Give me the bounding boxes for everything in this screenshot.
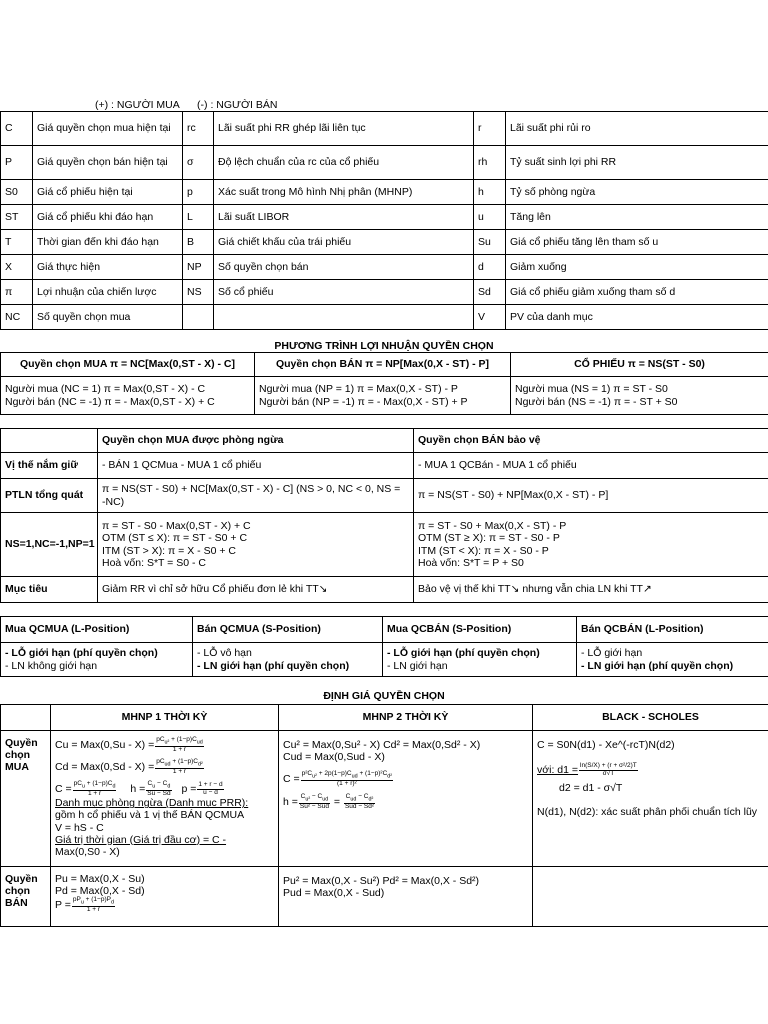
call-profit-cell [1, 377, 255, 415]
symbol-cell: C [1, 112, 33, 146]
symbol-desc: Giá cổ phiếu hiện tại [33, 180, 183, 205]
symbol-row [1, 230, 768, 255]
hedge-row-label: Vị thế nắm giữ [1, 453, 98, 479]
pricing-table [0, 704, 768, 927]
hedge-portfolio-label: Danh mục phòng ngừa (Danh mục PRR): [55, 797, 249, 810]
symbol-desc: Giá cổ phiếu giảm xuống tham số d [506, 280, 768, 305]
put-profit-cell [255, 377, 511, 415]
c2-c-formula: C = [283, 773, 300, 786]
symbol-cell: NP [183, 255, 214, 280]
stock-seller: Người bán (NS = -1) π = - ST + S0 [515, 395, 678, 408]
call-binomial-1 [51, 731, 279, 867]
pu-formula: Pu = Max(0,X - Su) [55, 873, 145, 885]
time-value-formula: Max(0,S0 - X) [55, 845, 120, 858]
symbol-row [1, 255, 768, 280]
put-black-scholes [533, 867, 768, 927]
symbol-row [1, 146, 768, 180]
legend-seller: (-) : NGƯỜI BÁN [197, 99, 278, 111]
c2-line1: Cu² = Max(0,Su² - X) Cd² = Max(0,Sd² - X) [283, 739, 481, 751]
symbol-desc: Lợi nhuận của chiến lược [33, 280, 183, 305]
symbol-cell: p [183, 180, 214, 205]
bs-d1-fraction: $\frac{\text{ln(S/X) + (r + σ²/2)T}}{\sigma√T}$ [580, 762, 637, 777]
symbol-row [1, 180, 768, 205]
symbol-desc: Giá chiết khấu của trái phiếu [214, 230, 474, 255]
hedge-line: - MUA 1 QCBán - MUA 1 cổ phiếu [418, 459, 577, 472]
hedge-line: Hoà vốn: S*T = P + S0 [418, 556, 524, 569]
c2-line2: Cud = Max(0,Sud - X) [283, 751, 385, 764]
put-profit-header: Quyền chọn BÁN π = NP[Max(0,X - ST) - P] [255, 353, 511, 377]
hedge-line: OTM (ST ≤ X): π = ST - S0 + C [102, 532, 248, 545]
hedge-cell [98, 513, 414, 577]
bs-d2-formula: d2 = d1 - σ√T [559, 781, 623, 794]
put-binomial-2 [279, 867, 533, 927]
call-binomial-2: Cu² = Max(0,Su² - X) Cd² = Max(0,Sd² - X) Cud = Max(0,Sud - X) C = $\frac{p^2C_{u^2} + 2p(1-p)C_{ud} + (1-p)^2C_{d^2}}{\text{(1 + r)²}}$ h = $\frac{C_{u^2} - C_{ud}}{\text{Su² − Sud}}$ = $\frac{C_{ud} - C_{d^2}}{\text{Sud − Sd²}}$ [279, 731, 533, 867]
bs-normal-note: N(d1), N(d2): xác suất phân phối chuẩn tích lũy [537, 805, 758, 818]
c-formula: C = [55, 782, 72, 795]
call-black-scholes [533, 731, 768, 867]
position-header: Mua QCMUA (L-Position) [1, 617, 193, 643]
symbol-table [0, 111, 768, 330]
position-line: - LN không giới hạn [5, 659, 98, 672]
position-line: - LN giới hạn [387, 659, 448, 672]
legend [95, 99, 277, 111]
symbol-cell: d [474, 255, 506, 280]
call-pricing-label: Quyền chọn MUA [1, 731, 51, 867]
symbol-desc: Lãi suất LIBOR [214, 205, 474, 230]
profit-table [0, 352, 768, 415]
put-seller: Người bán (NP = -1) π = - Max(0,X - ST) + P [259, 395, 468, 408]
symbol-row [1, 280, 768, 305]
hedge-line: π = NS(ST - S0) + NP[Max(0,X - ST) - P] [418, 489, 609, 502]
symbol-cell: P [1, 146, 33, 180]
bs-call-formula: C = S0N(d1) - Xe^(-rcT)N(d2) [537, 739, 675, 751]
position-cell [577, 643, 768, 677]
position-line: - LỖ vô hạn [197, 647, 252, 660]
symbol-cell: π [1, 280, 33, 305]
hedge-line: -NC) [102, 495, 125, 508]
position-header: Bán QCBÁN (L-Position) [577, 617, 768, 643]
position-header: Bán QCMUA (S-Position) [193, 617, 383, 643]
hedge-row-label: PTLN tổng quát [1, 479, 98, 513]
symbol-desc: Giá cổ phiếu khi đáo hạn [33, 205, 183, 230]
bs-d1-formula: với: d1 = [537, 764, 579, 777]
symbol-desc: Xác suất trong Mô hình Nhị phân (MHNP) [214, 180, 474, 205]
hedge-table [0, 428, 768, 603]
stock-profit-cell [511, 377, 768, 415]
stock-buyer: Người mua (NS = 1) π = ST - S0 [515, 383, 668, 396]
hedge-line: Bảo vệ vị thế khi TT↘ nhưng vẫn chia LN khi TT↗ [418, 583, 652, 596]
c-fraction: $\frac{pC_u + (1-p)C_d}{1 + r}$ [73, 779, 116, 797]
hedge-line: ITM (ST > X): π = X - S0 + C [102, 544, 236, 557]
symbol-desc: Tỷ số phòng ngừa [506, 180, 768, 205]
put-pricing-label: Quyền chọn BÁN [1, 867, 51, 927]
hedge-cell [414, 453, 768, 479]
pricing-title: ĐỊNH GIÁ QUYỀN CHỌN [323, 690, 445, 702]
position-line: - LỖ giới hạn (phí quyền chọn) [5, 647, 158, 660]
c2-h-formula: h = [283, 796, 298, 809]
hedge-row [1, 513, 768, 577]
symbol-desc: Giá quyền chọn bán hiện tại [33, 146, 183, 180]
hedge-cell [98, 453, 414, 479]
symbol-row [1, 305, 768, 330]
put-buyer: Người mua (NP = 1) π = Max(0,X - ST) - P [259, 383, 458, 396]
symbol-cell: Sd [474, 280, 506, 305]
put-binomial-1 [51, 867, 279, 927]
pd-formula: Pd = Max(0,X - Sd) [55, 885, 145, 898]
symbol-desc: Lãi suất phi rủi ro [506, 112, 768, 146]
position-cell [1, 643, 193, 677]
c2-c-fraction: $\frac{p^2C_{u^2} + 2p(1-p)C_{ud} + (1-p)^2C_{d^2}}{\text{(1 + r)²}}$ [301, 770, 393, 788]
p2-line1: Pu² = Max(0,X - Su²) Pd² = Max(0,X - Sd²) [283, 875, 480, 887]
symbol-desc: Tăng lên [506, 205, 768, 230]
hedge-row [1, 479, 768, 513]
p2-line2: Pud = Max(0,X - Sud) [283, 887, 385, 900]
symbol-desc [214, 305, 474, 330]
symbol-desc: Số quyền chọn bán [214, 255, 474, 280]
hedge-line: ITM (ST < X): π = X - S0 - P [418, 544, 549, 557]
symbol-row [1, 205, 768, 230]
call-buyer: Người mua (NC = 1) π = Max(0,ST - X) - C [5, 383, 206, 396]
binomial-1-header: MHNP 1 THỜI KỲ [51, 705, 279, 731]
symbol-desc: PV của danh mục [506, 305, 768, 330]
hedge-row [1, 453, 768, 479]
symbol-cell [183, 305, 214, 330]
symbol-desc: Giảm xuống [506, 255, 768, 280]
symbol-desc: Số cổ phiếu [214, 280, 474, 305]
position-line: - LỖ giới hạn (phí quyền chọn) [387, 647, 540, 660]
p-fraction: $\frac{1 + r - d}{u - d}$ [198, 780, 223, 796]
portfolio-value: V = hS - C [55, 821, 104, 834]
p-put-formula: P = [55, 899, 71, 912]
symbol-cell: Su [474, 230, 506, 255]
hedge-line: - BÁN 1 QCMua - MUA 1 cổ phiếu [102, 459, 262, 472]
symbol-cell: NC [1, 305, 33, 330]
stock-profit-header: CỔ PHIẾU π = NS(ST - S0) [511, 353, 768, 377]
p-put-fraction: $\frac{pP_u + (1-p)P_d}{1 + r}$ [72, 896, 114, 914]
hedge-cell [414, 479, 768, 513]
cu-formula: Cu = Max(0,Su - X) = [55, 739, 155, 752]
symbol-row [1, 112, 768, 146]
symbol-desc: Số quyền chọn mua [33, 305, 183, 330]
symbol-cell: X [1, 255, 33, 280]
h-fraction: $\frac{C_u - C_d}{Su - Sd}$ [147, 779, 171, 797]
symbol-desc: Giá thực hiện [33, 255, 183, 280]
symbol-desc: Độ lệch chuẩn của rc của cổ phiếu [214, 146, 474, 180]
position-cell [383, 643, 577, 677]
symbol-cell: u [474, 205, 506, 230]
hedged-call-header: Quyền chọn MUA được phòng ngừa [98, 429, 414, 453]
call-seller: Người bán (NC = -1) π = - Max(0,ST - X) + C [5, 395, 215, 408]
symbol-cell: NS [183, 280, 214, 305]
symbol-cell: σ [183, 146, 214, 180]
symbol-desc: Tỷ suất sinh lợi phi RR [506, 146, 768, 180]
position-line: - LN giới hạn (phí quyền chọn) [197, 659, 350, 672]
hedge-line: π = NS(ST - S0) + NC[Max(0,ST - X) - C] (NS > 0, NC < 0, NS = [102, 483, 401, 496]
symbol-cell: ST [1, 205, 33, 230]
hedge-line: π = ST - S0 - Max(0,ST - X) + C [102, 520, 251, 533]
symbol-cell: rh [474, 146, 506, 180]
c2-h-fraction-d: $\frac{C_{ud} - C_{d^2}}{\text{Sud − Sd²}}$ [344, 792, 375, 810]
symbol-cell: V [474, 305, 506, 330]
positions-table [0, 616, 768, 677]
call-profit-header: Quyền chọn MUA π = NC[Max(0,ST - X) - C] [1, 353, 255, 377]
hedge-line: Giảm RR vì chỉ sở hữu Cổ phiếu đơn lẻ khi TT↘ [102, 583, 328, 596]
cu-fraction: $\frac{pC_{u^2} + (1-p)C_{ud}}{1 + r}$ [156, 736, 203, 753]
symbol-desc: Thời gian đến khi đáo hạn [33, 230, 183, 255]
hedge-cell [98, 479, 414, 513]
symbol-desc: Giá cổ phiếu tăng lên tham số u [506, 230, 768, 255]
profit-title: PHƯƠNG TRÌNH LỢI NHUẬN QUYỀN CHỌN [274, 340, 494, 352]
binomial-2-header: MHNP 2 THỜI KỲ [279, 705, 533, 731]
symbol-cell: S0 [1, 180, 33, 205]
symbol-cell: L [183, 205, 214, 230]
hedge-row-label: Mục tiêu [1, 577, 98, 603]
h-formula: h = [130, 782, 146, 795]
hedge-line: π = ST - S0 + Max(0,X - ST) - P [418, 520, 567, 533]
legend-buyer: (+) : NGƯỜI MUA [95, 99, 180, 111]
symbol-cell: h [474, 180, 506, 205]
black-scholes-header: BLACK - SCHOLES [533, 705, 768, 731]
symbol-cell: B [183, 230, 214, 255]
time-value-label: Giá trị thời gian (Giá trị đầu cơ) = C - [55, 833, 227, 846]
c2-h-fraction-u: $\frac{C_{u^2} - C_{ud}}{\text{Su² − Sud}}$ [299, 792, 329, 810]
hedge-cell [98, 577, 414, 603]
hedge-line: Hoà vốn: S*T = S0 - C [102, 556, 206, 569]
position-cell [193, 643, 383, 677]
hedge-cell [414, 513, 768, 577]
hedge-line: OTM (ST ≥ X): π = ST - S0 - P [418, 532, 560, 545]
position-header: Mua QCBÁN (S-Position) [383, 617, 577, 643]
cd-fraction: $\frac{pC_{ud} + (1-p)C_{d^2}}{1 + r}$ [156, 757, 203, 775]
hedge-row [1, 577, 768, 603]
symbol-cell: rc [183, 112, 214, 146]
hedge-row-label: NS=1,NC=-1,NP=1 [1, 513, 98, 577]
hedge-portfolio-desc: gồm h cổ phiếu và 1 vị thế BÁN QCMUA [55, 809, 245, 822]
position-line: - LỖ giới hạn [581, 647, 643, 660]
p-formula: p = [181, 782, 197, 795]
symbol-desc: Lãi suất phi RR ghép lãi liên tục [214, 112, 474, 146]
protective-put-header: Quyền chọn BÁN bảo vệ [414, 429, 768, 453]
symbol-cell: r [474, 112, 506, 146]
position-line: - LN giới hạn (phí quyền chọn) [581, 659, 734, 672]
symbol-desc: Giá quyền chọn mua hiện tại [33, 112, 183, 146]
cd-formula: Cd = Max(0,Sd - X) = [55, 760, 155, 773]
symbol-cell: T [1, 230, 33, 255]
hedge-cell [414, 577, 768, 603]
